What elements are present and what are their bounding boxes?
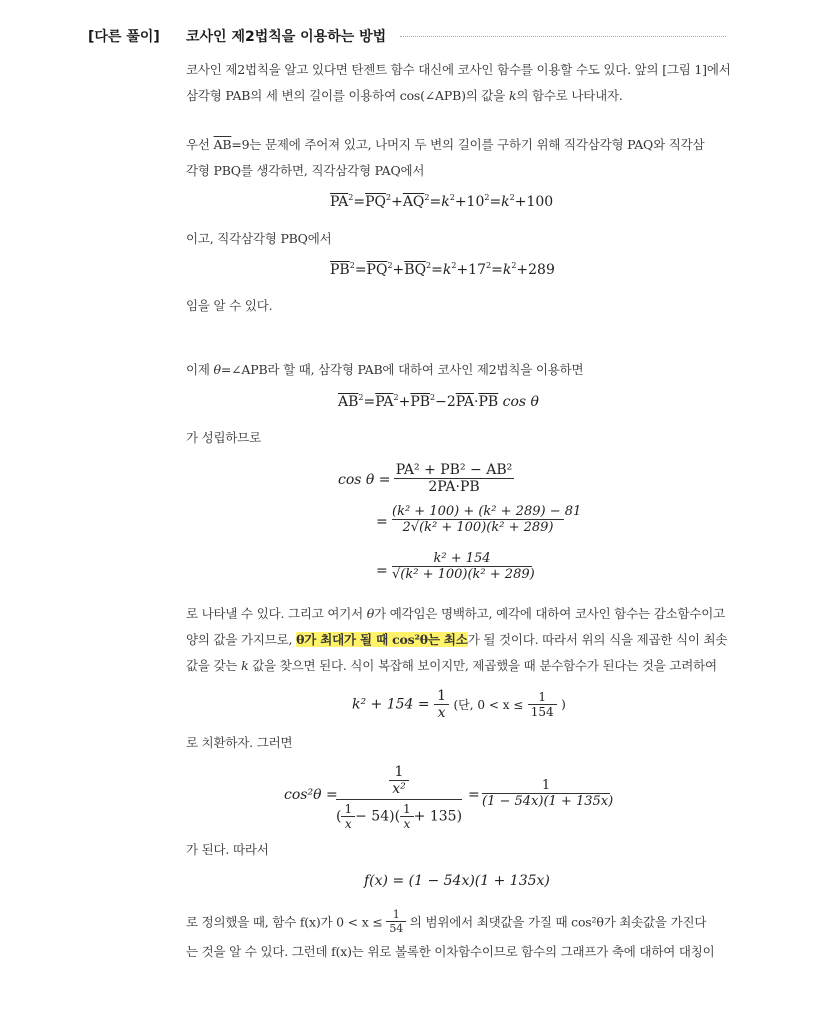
cos-frac-3: k² + 154 √(k² + 100)(k² + 289) <box>392 551 535 582</box>
section-title: 코사인 제2법칙을 이용하는 방법 <box>186 29 387 45</box>
end-line-1: 로 정의했을 때, 함수 f(x)가 0 < x ≤ $\frac{1}{54}$ 의 범위에서 최댓값을 가질 때 cos²θ가 최솟값을 가진다 <box>186 908 707 935</box>
mid-text-3: 가 성립하므로 <box>186 430 262 445</box>
highlight-text: θ가 최대가 될 때 cos²θ는 최소 <box>296 632 468 647</box>
step1-line-2: 각형 PBQ를 생각하면, 직각삼각형 PAQ에서 <box>186 163 425 178</box>
step1-line-1: 우선 $\overline{AB}=9$는 문제에 주어져 있고, 나머지 두 변의 길이를 구하기 위해 직각삼각형 PAQ와 직각삼 <box>186 137 705 152</box>
cos-frac-2: (k² + 100) + (k² + 289) − 81 2√(k² + 100)(k² + 289) <box>392 504 582 535</box>
header-divider <box>400 36 726 37</box>
equation-pa-squared: $\overline{PA}^2=\overline{PQ}^2+\overline{AQ}^2=k^2+10^2=k^2+100$ <box>330 193 554 210</box>
cos-frac-1: PA² + PB² − AB² 2PA·PB <box>395 462 513 495</box>
mid-text-4: 로 치환하자. 그러면 <box>186 735 293 750</box>
end-line-2: 는 것을 알 수 있다. 그런데 f(x)는 위로 볼록한 이차함수이므로 함수의 그래프가 축에 대하여 대칭이 <box>186 944 715 959</box>
cos-theta-label: cos θ = <box>338 472 391 488</box>
mid-text-2: 임을 알 수 있다. <box>186 298 273 313</box>
intro-line-1: 코사인 제2법칙을 알고 있다면 탄젠트 함수 대신에 코사인 함수를 이용할 수도 있다. 앞의 [그림 1]에서 <box>186 62 731 77</box>
substitution-equation: k² + 154 = $\frac{1}{x}$ (단, 0 < x ≤ $\frac{1}{154}$ ) <box>352 688 566 721</box>
para-line-3: 값을 갖는 k 값을 찾으면 된다. 식이 복잡해 보이지만, 제곱했을 때 분수함수가 된다는 것을 고려하여 <box>186 658 717 673</box>
eq-sign-3: = <box>376 563 388 579</box>
section-tag: [다른 풀이] <box>88 29 160 45</box>
eq-sign-2: = <box>376 514 388 530</box>
para-line-1: 로 나타낼 수 있다. 그리고 여기서 θ가 예각임은 명백하고, 예각에 대하여 코사인 함수는 감소함수이고 <box>186 606 725 621</box>
cos2-lhs: cos²θ = <box>284 787 338 803</box>
cos2-complex-fraction: $\frac{1}{\text{x²}}$ ( $\frac{1}{x}$ − 54)( $\frac{1}{x}$ + 135) <box>336 764 463 831</box>
step2-line: 이제 θ=∠APB라 할 때, 삼각형 PAB에 대하여 코사인 제2법칙을 이용하면 <box>186 362 584 377</box>
law-of-cosines-equation: $\overline{AB}^2=\overline{PA}^2+\overline{PB}^2-2\overline{PA}\cdot\overline{PB}$ cos θ <box>338 393 539 410</box>
para-line-2: 양의 값을 가지므로, θ가 최대가 될 때 cos²θ는 최소가 될 것이다. 따라서 위의 식을 제곱한 식이 최솟 <box>186 632 728 647</box>
mid-text-5: 가 된다. 따라서 <box>186 842 269 857</box>
equation-pb-squared: $\overline{PB}^2=\overline{PQ}^2+\overline{BQ}^2=k^2+17^2=k^2+289$ <box>330 261 555 278</box>
cos2-simplified-fraction: 1 (1 − 54x)(1 + 135x) <box>482 778 614 809</box>
function-definition: f(x) = (1 − 54x)(1 + 135x) <box>364 873 550 889</box>
intro-line-2: 삼각형 PAB의 세 변의 길이를 이용하여 cos(∠APB)의 값을 k의 함수로 나타내자. <box>186 88 623 103</box>
eq5-equals: = <box>468 787 480 803</box>
mid-text-1: 이고, 직각삼각형 PBQ에서 <box>186 231 332 246</box>
